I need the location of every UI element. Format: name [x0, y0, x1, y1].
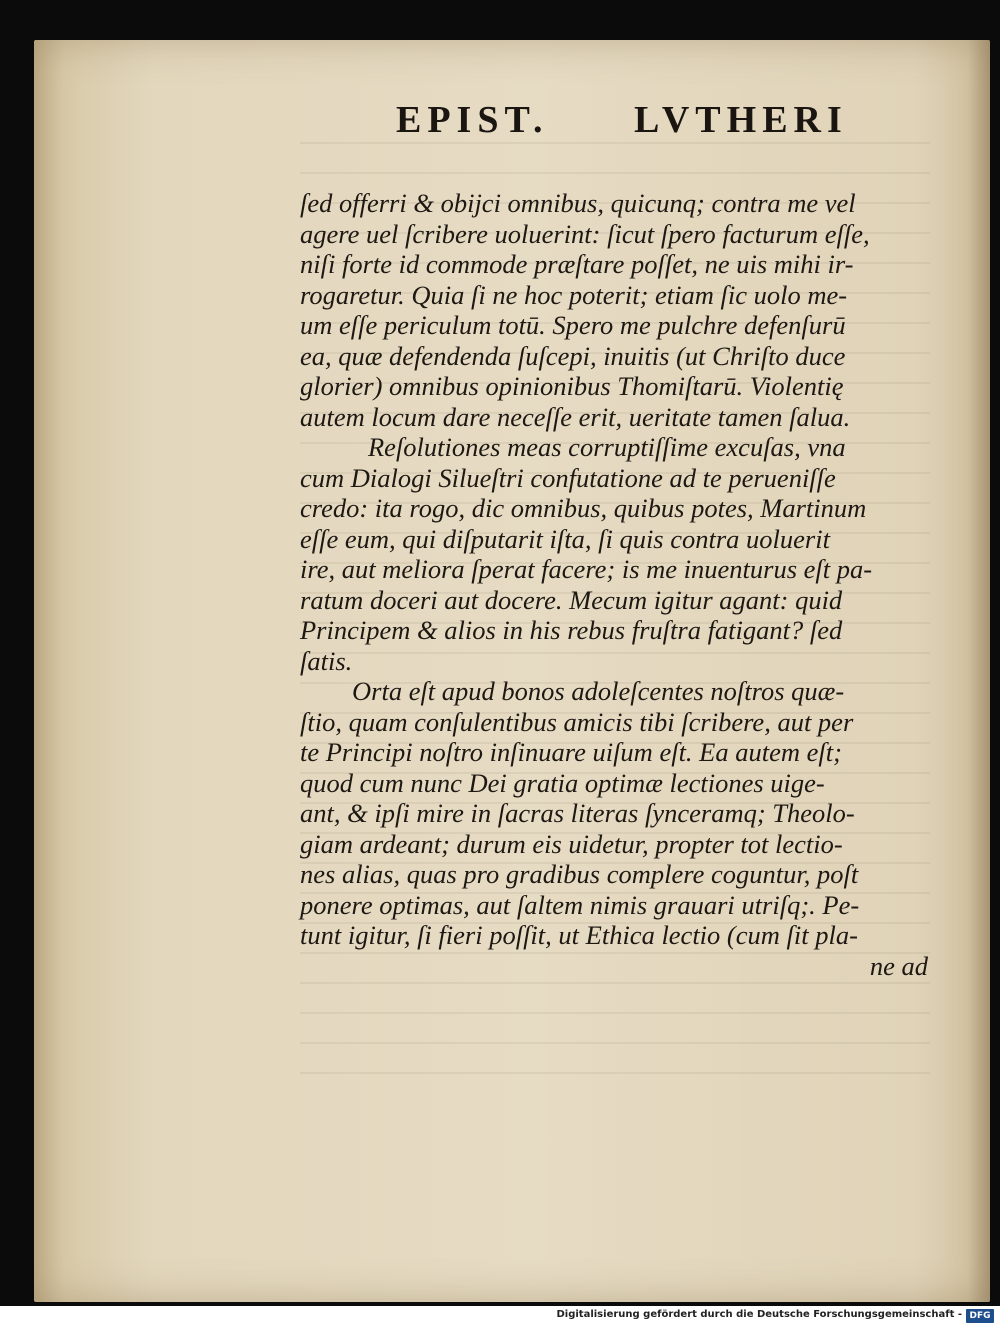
text-line: ratum doceri aut docere. Mecum igitur agant: quid	[300, 584, 843, 615]
funding-credit: Digitalisierung gefördert durch die Deutsche Forschungsgemeinschaft -	[556, 1309, 962, 1320]
text-line: ponere optimas, aut ſaltem nimis grauari utriſq;. Pe-	[300, 889, 860, 920]
text-line: niſi forte id commode præſtare poſſet, ne uis mihi ir-	[300, 249, 854, 279]
text-line: giam ardeant; durum eis uidetur, propter tot lectio-	[300, 828, 843, 859]
text-line: glorier) omnibus opinionibus Thomiſtarū. Violentię	[300, 371, 844, 401]
text-line: ea, quæ defendenda ſuſcepi, inuitis (ut Chriſto duce	[300, 340, 846, 371]
paragraph-start-line: Orta eſt apud bonos adoleſcentes noſtros quæ-	[352, 676, 845, 706]
text-line: ire, aut meliora ſperat facere; is me inuenturus eſt pa-	[300, 554, 873, 584]
text-line: ſatis.	[300, 645, 353, 676]
page-edge-shadow	[968, 40, 990, 1302]
body-text	[300, 188, 930, 981]
text-line: tunt igitur, ſi fieri poſſit, ut Ethica lectio (cum ſit pla-	[300, 920, 858, 950]
text-line: nes alias, quas pro gradibus complere coguntur, poſt	[300, 859, 859, 889]
text-line: Principem & alios in his rebus fruſtra fatigant? ſed	[300, 615, 843, 645]
text-line: ſtio, quam conſulentibus amicis tibi ſcribere, aut per	[300, 706, 854, 737]
catchword: ne ad	[869, 950, 928, 981]
text-line: cum Dialogi Silueſtri confutatione ad te perueniſſe	[300, 462, 836, 493]
text-line: ant, & ipſi mire in ſacras literas ſynceramq; Theolo-	[300, 798, 855, 828]
text-line: eſſe eum, qui diſputarit iſta, ſi quis contra uoluerit	[300, 523, 830, 554]
paragraph-start-line: Reſolutiones meas corruptiſſime excuſas, vna	[368, 432, 846, 462]
text-line: credo: ita rogo, dic omnibus, quibus potes, Martinum	[300, 493, 867, 523]
header-right: LVTHERI	[634, 99, 848, 141]
text-line: um eſſe periculum totū. Spero me pulchre defenſurū	[300, 310, 846, 340]
text-line: te Principi noſtro inſinuare uiſum eſt. Ea autem eſt;	[300, 737, 842, 767]
running-header	[358, 98, 848, 148]
dfg-logo: DFG	[966, 1309, 994, 1323]
text-line: ſed offerri & obijci omnibus, quicunq; contra me vel	[300, 188, 856, 218]
text-line: rogaretur. Quia ſi ne hoc poterit; etiam ſic uolo me-	[300, 279, 848, 310]
text-line: quod cum nunc Dei gratia optimæ lectiones uige-	[300, 767, 825, 798]
text-line: autem locum dare neceſſe erit, ueritate tamen ſalua.	[300, 401, 851, 432]
text-line: agere uel ſcribere uoluerint: ſicut ſpero facturum eſſe,	[300, 218, 870, 249]
footer-bar	[0, 1306, 1000, 1327]
header-left: EPIST.	[396, 99, 549, 141]
